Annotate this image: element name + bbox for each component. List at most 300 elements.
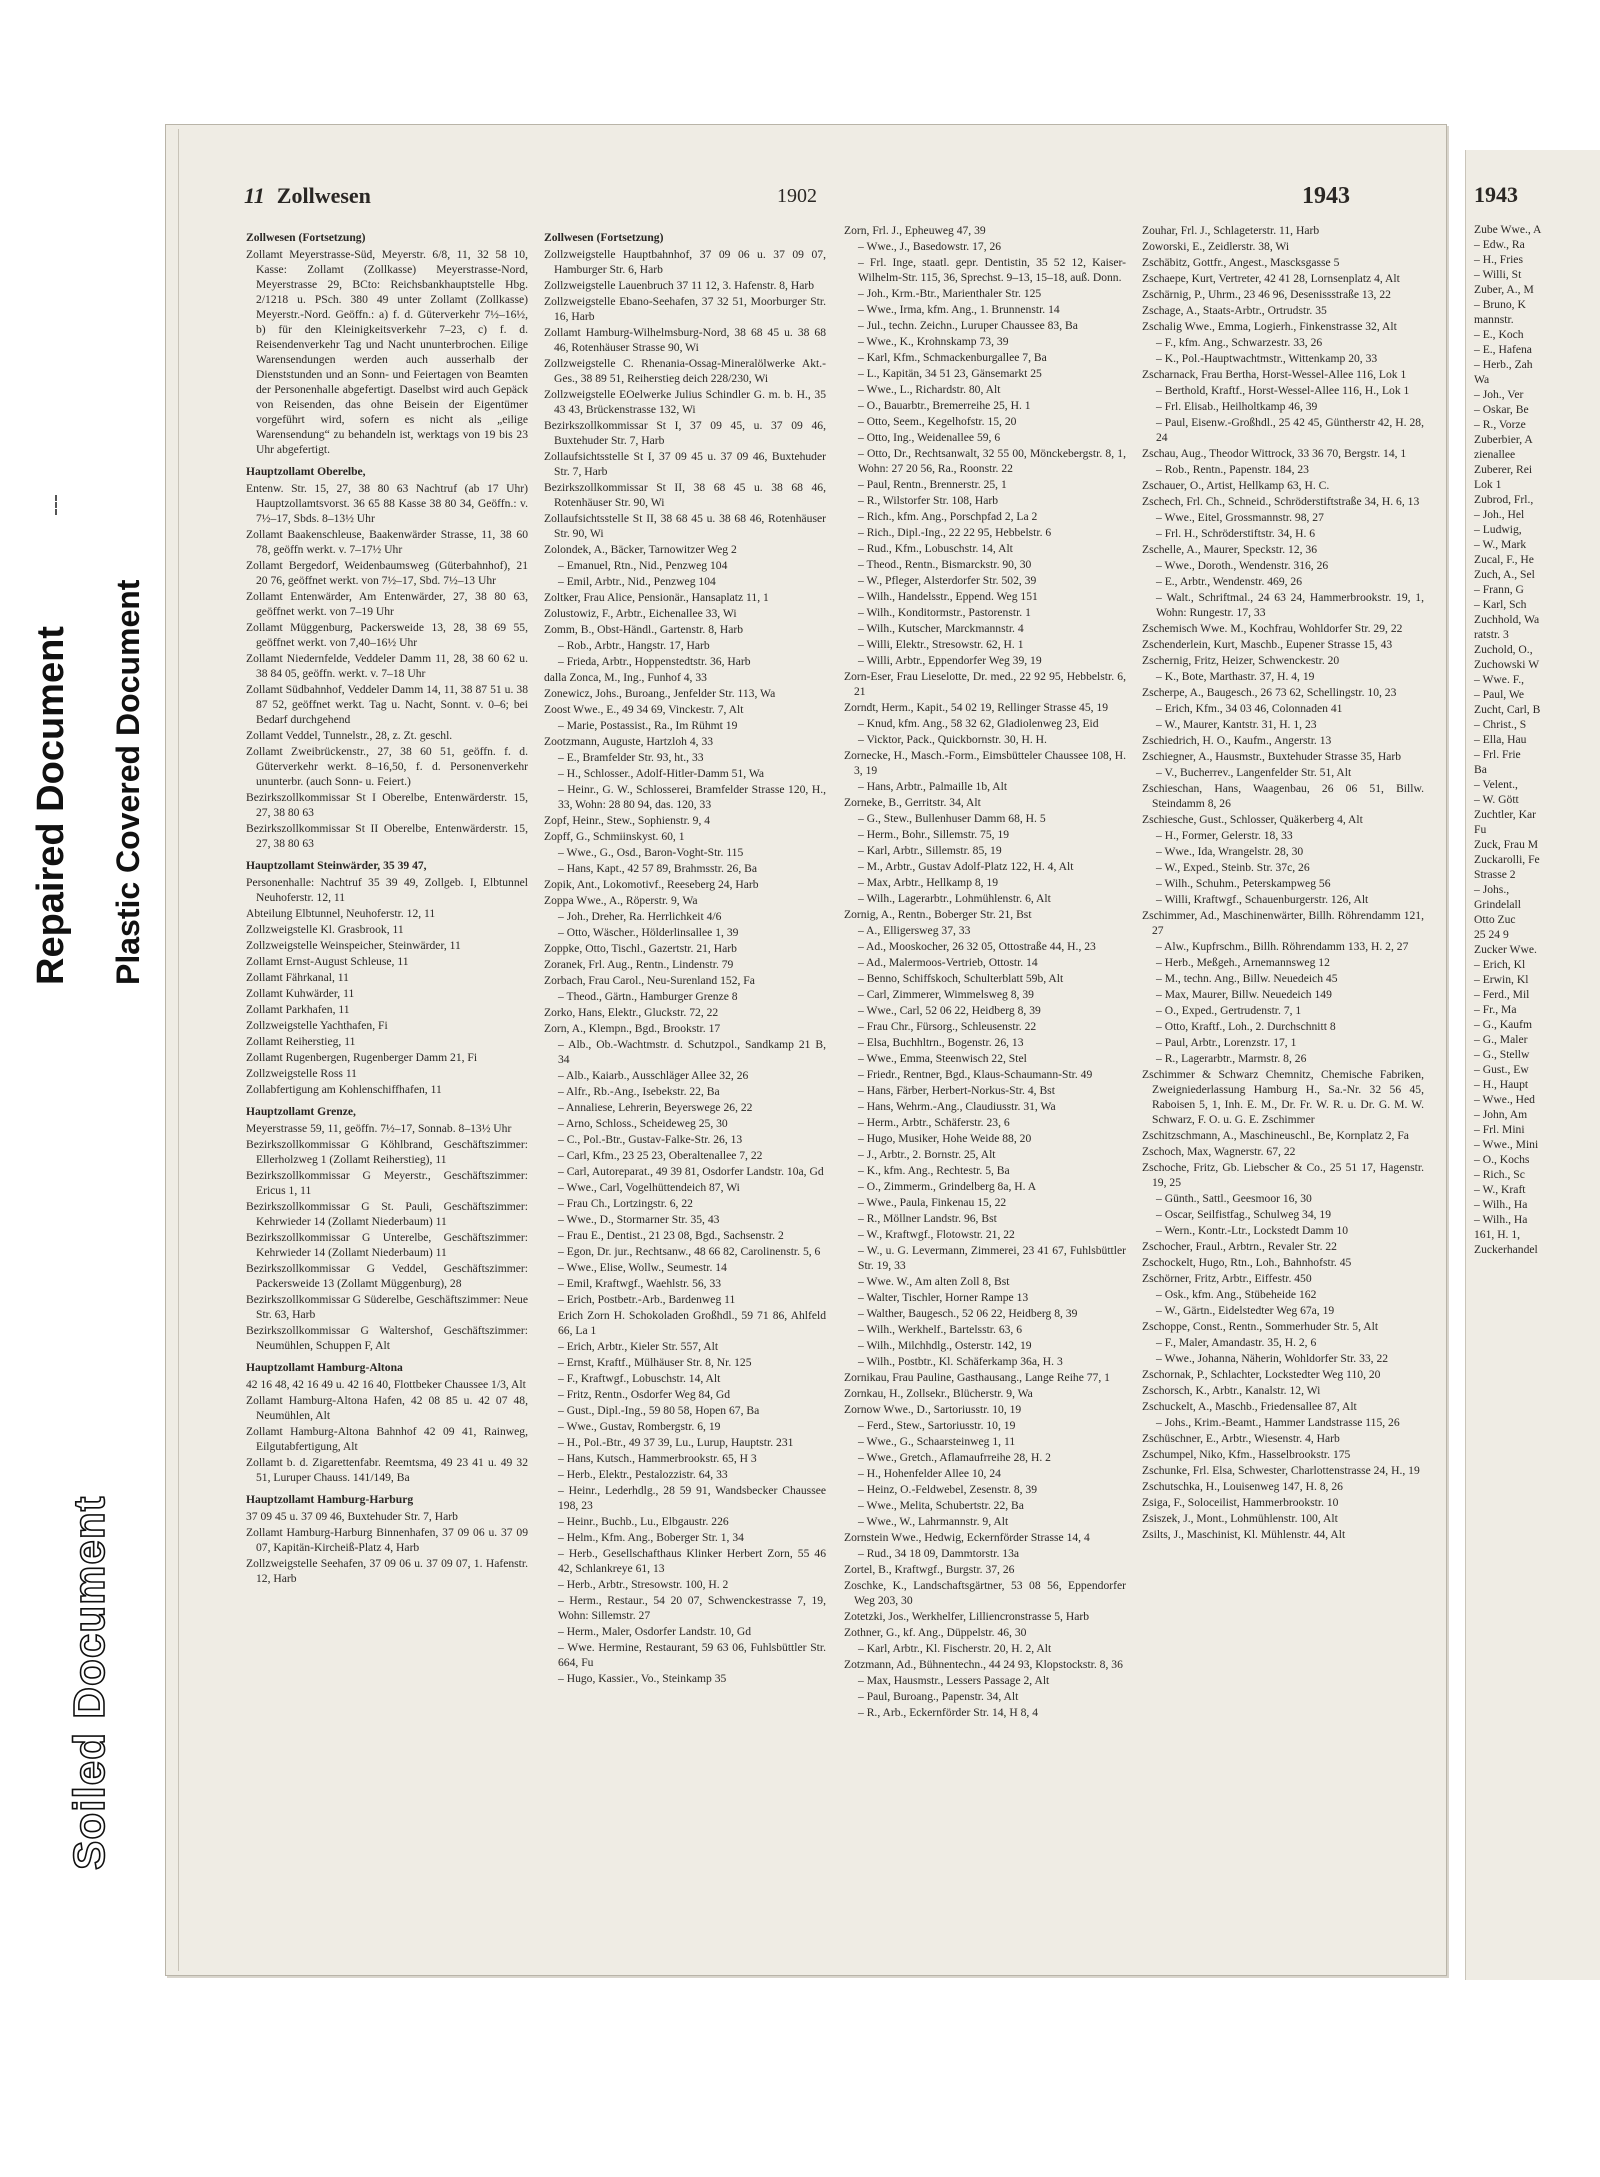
directory-entry: – Herb., Elektr., Pestalozzistr. 64, 33 [558, 1468, 728, 1481]
next-page-sliver [1465, 150, 1600, 1980]
sliver-line: – Erwin, Kl [1474, 973, 1529, 986]
directory-entry: Zorn, A., Klempn., Bgd., Brookstr. 17 [544, 1022, 721, 1035]
directory-entry: – H., Pol.-Btr., 49 37 39, Lu., Lurup, Hauptstr. 231 [558, 1436, 794, 1449]
directory-entry: – Herb., Meßgeh., Arnemannsweg 12 [1156, 956, 1330, 969]
directory-entry: – Wilh., Werkhelf., Bartelsstr. 63, 6 [858, 1323, 1023, 1336]
directory-entry: Zschoch, Max, Wagnerstr. 67, 22 [1142, 1145, 1296, 1158]
directory-entry: – Paul, Buroang., Papenstr. 34, Alt [858, 1690, 1019, 1703]
directory-entry: Zschiesche, Gust., Schlosser, Quäkerberg 4, Alt [1142, 813, 1363, 826]
directory-entry: Zoworski, E., Zeidlerstr. 38, Wi [1142, 240, 1290, 253]
directory-entry: Zoranek, Frl. Aug., Rentn., Lindenstr. 79 [544, 958, 734, 971]
directory-entry: – Marie, Postassist., Ra., Im Rühmt 19 [558, 719, 738, 732]
directory-entry: – Benno, Schiffskoch, Schulterblatt 59b, Alt [858, 972, 1064, 985]
directory-entry: Zopff, G., Schmiinskyst. 60, 1 [544, 830, 685, 843]
directory-entry: Zollzweigstelle Hauptbahnhof, 37 09 06 u. 37 09 07, Hamburger Str. 6, Harb [544, 248, 826, 276]
section-title: Zollwesen [276, 183, 371, 208]
directory-entry: – Walt., Schriftmal., 24 63 24, Hammerbrookstr. 19, 1, Wohn: Rungestr. 17, 33 [1156, 591, 1424, 619]
sliver-line: Zuber, A., M [1474, 283, 1534, 296]
directory-entry: – W., Gärtn., Eidelstedter Weg 67a, 19 [1156, 1304, 1335, 1317]
directory-entry: Zschaepe, Kurt, Vertreter, 42 41 28, Lornsenplatz 4, Alt [1142, 272, 1400, 285]
directory-entry: – K., kfm. Ang., Rechtestr. 5, Ba [858, 1164, 1010, 1177]
directory-entry: Zollzweigstelle Lauenbruch 37 11 12, 3. Hafenstr. 8, Harb [544, 279, 815, 292]
directory-entry: – Wwe., Johanna, Näherin, Wohldorfer Str. 33, 22 [1156, 1352, 1389, 1365]
directory-entry: Zonewicz, Johs., Buroang., Jenfelder Str. 113, Wa [544, 687, 776, 700]
directory-entry: – Wwe., Ida, Wrangelstr. 28, 30 [1156, 845, 1304, 858]
directory-entry: Zschimmer, Ad., Maschinenwärter, Billh. Röhrendamm 121, 27 [1142, 909, 1424, 937]
directory-entry: Bezirkszollkommissar G Köhlbrand, Geschäftszimmer: Ellerholzweg 1 (Zollamt Reiherstieg), 11 [246, 1138, 528, 1166]
directory-entry: – Rich., kfm. Ang., Porschpfad 2, La 2 [858, 510, 1038, 523]
next-page-number: 1943 [1474, 182, 1518, 207]
sliver-line: Otto Zuc [1474, 913, 1516, 926]
section-heading-entry: Hauptzollamt Hamburg-Harburg [246, 1493, 414, 1506]
directory-entry: – Hugo, Kassier., Vo., Steinkamp 35 [558, 1672, 727, 1685]
directory-entry: Zollamt Veddel, Tunnelstr., 28, z. Zt. geschl. [246, 729, 453, 742]
directory-entry: Zschernig, Fritz, Heizer, Schwenckestr. 20 [1142, 654, 1340, 667]
directory-entry: – Osk., kfm. Ang., Stübeheide 162 [1156, 1288, 1317, 1301]
directory-entry: Zollamt Südbahnhof, Veddeler Damm 14, 11, 38 87 51 u. 38 87 52, geöffnet werkt. Tag u. Nacht, Sonnt. v. 0–6; bei Bedarf durchgehend [246, 683, 528, 726]
directory-entry: Zschitzschmann, A., Maschineuschl., Be, Kornplatz 2, Fa [1142, 1129, 1409, 1142]
directory-entry: Zsiga, F., Soloceilist, Hammerbrookstr. 10 [1142, 1496, 1339, 1509]
directory-entry: – R., Arb., Eckernförder Str. 14, H 8, 4 [858, 1706, 1038, 1719]
sliver-line: – Velent., [1474, 778, 1518, 791]
directory-entry: Meyerstrasse 59, 11, geöffn. 7½–17, Sonnab. 8–13½ Uhr [246, 1122, 512, 1135]
directory-entry: – Wwe., K., Krohnskamp 73, 39 [858, 335, 1009, 348]
directory-entry: – Willi, Arbtr., Eppendorfer Weg 39, 19 [858, 654, 1042, 667]
directory-entry: – W., Exped., Steinb. Str. 37c, 26 [1156, 861, 1310, 874]
directory-entry: Zschage, A., Staats-Arbtr., Ortrudstr. 35 [1142, 304, 1327, 317]
page-binding-edge [170, 129, 179, 1971]
directory-entry: Zollamt Entenwärder, Am Entenwärder, 27, 38 80 63, geöffnet werkt. von 7–19 Uhr [246, 590, 528, 618]
directory-entry: – Wwe., Eitel, Grossmannstr. 98, 27 [1156, 511, 1324, 524]
directory-entry: Zollamt Parkhafen, 11 [246, 1003, 350, 1016]
directory-entry: – Rob., Arbtr., Hangstr. 17, Harb [558, 639, 710, 652]
sliver-line: – Oskar, Be [1474, 403, 1529, 416]
sliver-line: – Wwe., Hed [1474, 1093, 1535, 1106]
directory-entry: – K., Pol.-Hauptwachtmstr., Wittenkamp 20, 33 [1156, 352, 1378, 365]
directory-entry: – Hans, Arbtr., Palmaille 1b, Alt [858, 780, 1008, 793]
side-label-repaired: Repaired Document [30, 626, 72, 985]
sliver-line: Zuberbier, A [1474, 433, 1533, 446]
directory-entry: Abteilung Elbtunnel, Neuhoferstr. 12, 11 [246, 907, 436, 920]
directory-entry: – Max, Maurer, Billw. Neuedeich 149 [1156, 988, 1332, 1001]
directory-entry: Zorbach, Frau Carol., Neu-Surenland 152, Fa [544, 974, 755, 987]
section-number: 11 [244, 183, 265, 208]
directory-entry: – Fritz, Rentn., Osdorfer Weg 84, Gd [558, 1388, 731, 1401]
directory-entry: – Paul, Rentn., Brennerstr. 25, 1 [858, 478, 1007, 491]
directory-entry: Zollamt Hamburg-Harburg Binnenhafen, 37 09 06 u. 37 09 07, Kapitän-Kircheiß-Platz 4, Harb [246, 1526, 528, 1554]
directory-entry: – Wwe., G., Schaarsteinweg 1, 11 [858, 1435, 1016, 1448]
directory-entry: Zschiegner, A., Hausmstr., Buxtehuder Strasse 35, Harb [1142, 750, 1402, 763]
directory-entry: Bezirkszollkommissar St II Oberelbe, Entenwärderstr. 15, 27, 38 80 63 [246, 822, 528, 850]
directory-entry: – Carl, Zimmerer, Wimmelsweg 8, 39 [858, 988, 1034, 1001]
directory-entry: Zorn, Frl. J., Epheuweg 47, 39 [844, 224, 986, 237]
column-3 [844, 223, 1126, 1953]
directory-entry: Zollamt Müggenburg, Packersweide 13, 28, 38 69 55, geöffnet werkt. von 7,40–16½ Uhr [246, 621, 528, 649]
sliver-line: Zuchtler, Kar [1474, 808, 1536, 821]
directory-entry: – Walter, Tischler, Horner Rampe 13 [858, 1291, 1029, 1304]
section-heading-entry: Hauptzollamt Oberelbe, [246, 465, 366, 478]
sliver-line: – Johs., [1474, 883, 1510, 896]
directory-entry: – Egon, Dr. jur., Rechtsanw., 48 66 82, Carolinenstr. 5, 6 [558, 1245, 821, 1258]
sliver-line: – Frl. Mini [1474, 1123, 1525, 1136]
directory-entry: Zornig, A., Rentn., Boberger Str. 21, Bst [844, 908, 1032, 921]
directory-entry: – Karl, Arbtr., Kl. Fischerstr. 20, H. 2, Alt [858, 1642, 1052, 1655]
directory-entry: – Jul., techn. Zeichn., Luruper Chaussee 83, Ba [858, 319, 1078, 332]
directory-entry: – Wwe., Melita, Schubertstr. 22, Ba [858, 1499, 1024, 1512]
sliver-line: Grindelall [1474, 898, 1522, 911]
sliver-line: – Edw., Ra [1474, 238, 1525, 251]
directory-entry: Zscharnack, Frau Bertha, Horst-Wessel-Allee 116, Lok 1 [1142, 368, 1407, 381]
directory-entry: – Frl. Elisab., Heilholtkamp 46, 39 [1156, 400, 1318, 413]
directory-entry: Zsilts, J., Maschinist, Kl. Mühlenstr. 44, Alt [1142, 1528, 1346, 1541]
directory-entry: – H., Hohenfelder Allee 10, 24 [858, 1467, 1001, 1480]
directory-entry: – Heinr., G. W., Schlosserei, Bramfelder Strasse 120, H., 33, Wohn: 28 80 94, das. 120, 33 [558, 783, 826, 811]
directory-entry: – Paul, Arbtr., Lorenzstr. 17, 1 [1156, 1036, 1297, 1049]
directory-entry: 42 16 48, 42 16 49 u. 42 16 40, Flottbeker Chaussee 1/3, Alt [246, 1378, 526, 1391]
sliver-line: – Rich., Sc [1474, 1168, 1525, 1181]
sliver-line: Zuberer, Rei [1474, 463, 1533, 476]
directory-entry: Zschiedrich, H. O., Kaufm., Angerstr. 13 [1142, 734, 1332, 747]
directory-entry: Zolustowiz, F., Arbtr., Eichenallee 33, Wi [544, 607, 737, 620]
directory-entry: – Herm., Bohr., Sillemstr. 75, 19 [858, 828, 1010, 841]
directory-entry: – Walther, Baugesch., 52 06 22, Heidberg 8, 39 [858, 1307, 1078, 1320]
directory-entry: – Ad., Malermoos-Vertrieb, Ottostr. 14 [858, 956, 1038, 969]
directory-entry: – H., Schlosser., Adolf-Hitler-Damm 51, Wa [558, 767, 764, 780]
directory-entry: – Ernst, Kraftf., Mülhäuser Str. 8, Nr. 125 [558, 1356, 752, 1369]
directory-entry: Zollzweigstelle Ebano-Seehafen, 37 32 51, Moorburger Str. 16, Harb [544, 295, 826, 323]
sliver-line: – G., Stellw [1474, 1048, 1530, 1061]
directory-entry: – W., Maurer, Kantstr. 31, H. 1, 23 [1156, 718, 1317, 731]
sliver-line: – Willi, St [1474, 268, 1522, 281]
directory-entry: – Max, Hausmstr., Lessers Passage 2, Alt [858, 1674, 1050, 1687]
sliver-line: – Karl, Sch [1474, 598, 1527, 611]
directory-entry: Zornstein Wwe., Hedwig, Eckernförder Strasse 14, 4 [844, 1531, 1090, 1544]
directory-entry: Zollzweigstelle EOelwerke Julius Schindler G. m. b. H., 35 43 43, Brückenstrasse 132, Wi [544, 388, 826, 416]
directory-entry: Zschieschan, Hans, Waagenbau, 26 06 51, Billw. Steindamm 8, 26 [1142, 782, 1424, 810]
directory-entry: – Emil, Kraftwgf., Waehlstr. 56, 33 [558, 1277, 722, 1290]
directory-entry: Bezirkszollkommissar G Süderelbe, Geschäftszimmer: Neue Str. 63, Harb [246, 1293, 528, 1321]
directory-entry: – Alfr., Rb.-Ang., Isebekstr. 22, Ba [558, 1085, 720, 1098]
directory-entry: – Heinr., Buchb., Lu., Elbgaustr. 226 [558, 1515, 729, 1528]
sliver-line: zienallee [1474, 448, 1516, 461]
sliver-line: – Wwe. F., [1474, 673, 1525, 686]
directory-entry: – E., Arbtr., Wendenstr. 469, 26 [1156, 575, 1303, 588]
sliver-line: – W. Gött [1474, 793, 1519, 806]
directory-entry: – Wwe., Irma, kfm. Ang., 1. Brunnenstr. 14 [858, 303, 1060, 316]
column-2 [544, 223, 826, 1953]
directory-entry: – Wwe., Paula, Finkenau 15, 22 [858, 1196, 1007, 1209]
directory-entry: – Herb., Gesellschafthaus Klinker Herbert Zorn, 55 46 42, Schlankreye 61, 13 [558, 1547, 826, 1575]
directory-entry: – Erich, Postbetr.-Arb., Bardenweg 11 [558, 1293, 736, 1306]
directory-entry: Zoost Wwe., E., 49 34 69, Vinckestr. 7, Alt [544, 703, 744, 716]
sliver-line: – Gust., Ew [1474, 1063, 1529, 1076]
directory-entry: Zoppke, Otto, Tischl., Gazertstr. 21, Harb [544, 942, 737, 955]
directory-entry: Zschauer, O., Artist, Hellkamp 63, H. C. [1142, 479, 1330, 492]
directory-entry: – R., Wilstorfer Str. 108, Harb [858, 494, 999, 507]
sliver-line: 25 24 9 [1474, 928, 1509, 941]
directory-entry: – Emanuel, Rtn., Nid., Penzweg 104 [558, 559, 728, 572]
directory-entry: Zollamt Baakenschleuse, Baakenwärder Strasse, 11, 38 60 78, geöffn werkt. v. 7–17½ Uhr [246, 528, 528, 556]
sliver-line: – Wilh., Ha [1474, 1198, 1528, 1211]
directory-entry: – Wilh., Lagerarbtr., Lohmühlenstr. 6, Alt [858, 892, 1051, 905]
directory-entry: – Rich., Dipl.-Ing., 22 22 95, Hebbelstr. 6 [858, 526, 1052, 539]
directory-entry: – Erich, Kfm., 34 03 46, Colonnaden 41 [1156, 702, 1343, 715]
sliver-line: – E., Koch [1474, 328, 1524, 341]
directory-entry: – Rob., Rentn., Papenstr. 184, 23 [1156, 463, 1309, 476]
directory-page [165, 124, 1447, 1976]
directory-entry: Zornikau, Frau Pauline, Gasthausang., Lange Reihe 77, 1 [844, 1371, 1110, 1384]
directory-entry: – Wwe., L., Richardstr. 80, Alt [858, 383, 1001, 396]
directory-entry: – Frieda, Arbtr., Hoppenstedtstr. 36, Harb [558, 655, 751, 668]
directory-entry: Zschockelt, Hugo, Rtn., Loh., Bahnhofstr. 45 [1142, 1256, 1352, 1269]
directory-entry: – W., Pfleger, Alsterdorfer Str. 502, 39 [858, 574, 1037, 587]
directory-entry: – O., Exped., Gertrudenstr. 7, 1 [1156, 1004, 1302, 1017]
sliver-line: – Frann, G [1474, 583, 1524, 596]
directory-entry: – M., Arbtr., Gustav Adolf-Platz 122, H. 4, Alt [858, 860, 1074, 873]
sliver-line: Zuck, Frau M [1474, 838, 1539, 851]
sliver-line: Lok 1 [1474, 478, 1502, 491]
section-heading-entry: Hauptzollamt Grenze, [246, 1105, 356, 1118]
page-number: 1943 [1302, 183, 1350, 209]
directory-entry: Bezirkszollkommissar G Waltershof, Geschäftszimmer: Neumühlen, Schuppen F, Alt [246, 1324, 528, 1352]
page-header [244, 183, 1350, 213]
directory-entry: – Theod., Rentn., Bismarckstr. 90, 30 [858, 558, 1032, 571]
directory-entry: – Helm., Kfm. Ang., Boberger Str. 1, 34 [558, 1531, 744, 1544]
directory-entry: Bezirkszollkommissar G St. Pauli, Geschäftszimmer: Kehrwieder 14 (Zollamt Niederbaum) 11 [246, 1200, 528, 1228]
directory-entry: – Wwe., Gretch., Aflamaufrreihe 28, H. 2 [858, 1451, 1051, 1464]
sliver-line: – Ferd., Mil [1474, 988, 1530, 1001]
directory-entry: Zoltker, Frau Alice, Pensionär., Hansaplatz 11, 1 [544, 591, 769, 604]
directory-entry: – Karl, Kfm., Schmackenburgallee 7, Ba [858, 351, 1047, 364]
sliver-line: – W., Kraft [1474, 1183, 1526, 1196]
directory-entry: Zollamt Meyerstrasse-Süd, Meyerstr. 6/8, 11, 32 58 10, Kasse: Zollamt (Zollkasse) Meyerstrasse-Nord, Meyerstrasse 29, BCto: Reichsbankhauptstelle Hbg. 2/1218 u. PSch. 380 49 unter Zollamt (Zollkasse) Meyerstr.-Nord. Geöffn.: a) f. d. Güterverkehr 7½–16½, b) für den Kleinigkeitsverkehr 7–23, c) f. d. Reisendenverkehr Tag und Nacht ununterbrochen. Eilige Warensendungen werden auch ausserhalb der Dienststunden und an Sonn- und Feiertagen von Beamten der Personenhalle abgefertigt. Daselbst wird auch Gepäck von Reisenden, das ohne Beisein der Eigentümer vorgeführt wird, sofern es nicht als „eilige Warensendung“ zu behandeln ist, werktags von 19 bis 23 Uhr abgefertigt. [246, 248, 528, 456]
directory-entry: Bezirkszollkommissar St II, 38 68 45 u. 38 68 46, Rotenhäuser Str. 90, Wi [544, 481, 826, 509]
directory-entry: – Hans, Kutsch., Hammerbrookstr. 65, H 3 [558, 1452, 757, 1465]
sliver-line: – Wilh., Ha [1474, 1213, 1528, 1226]
directory-entry: Zollzweigstelle Seehafen, 37 09 06 u. 37 09 07, 1. Hafenstr. 12, Harb [246, 1557, 528, 1585]
directory-entry: – Herb., Arbtr., Stresowstr. 100, H. 2 [558, 1578, 729, 1591]
directory-entry: – Otto, Ing., Weidenallee 59, 6 [858, 431, 1001, 444]
directory-entry: – Joh., Krm.-Btr., Marienthaler Str. 125 [858, 287, 1042, 300]
directory-entry: Bezirkszollkommissar G Meyerstr., Geschäftszimmer: Ericus 1, 11 [246, 1169, 528, 1197]
sliver-line: – G., Kaufm [1474, 1018, 1532, 1031]
directory-entry: Zornkau, H., Zollsekr., Blücherstr. 9, Wa [844, 1387, 1033, 1400]
sliver-line: – W., Mark [1474, 538, 1527, 551]
directory-entry: Zolondek, A., Bäcker, Tarnowitzer Weg 2 [544, 543, 737, 556]
sliver-line: – Herb., Zah [1474, 358, 1533, 371]
sliver-line: – Fr., Ma [1474, 1003, 1517, 1016]
directory-entry: – Annaliese, Lehrerin, Beyerswege 26, 22 [558, 1101, 753, 1114]
directory-entry: Zollaufsichtsstelle St II, 38 68 45 u. 38 68 46, Rotenhäuser Str. 90, Wi [544, 512, 826, 540]
directory-entry: Zschenderlein, Kurt, Maschb., Eupener Strasse 15, 43 [1142, 638, 1393, 651]
sliver-line: Zubrod, Frl., [1474, 493, 1534, 506]
directory-entry: Zschuckelt, A., Maschb., Friedensallee 87, Alt [1142, 1400, 1357, 1413]
directory-entry: Zopf, Heinr., Stew., Sophienstr. 9, 4 [544, 814, 711, 827]
directory-entry: – Wwe., Carl, 52 06 22, Heidberg 8, 39 [858, 1004, 1041, 1017]
directory-entry: Zschärnig, P., Uhrm., 23 46 96, Desenissstraße 13, 22 [1142, 288, 1391, 301]
sliver-line: Ba [1474, 763, 1487, 776]
directory-entry: – Hans, Kapt., 42 57 89, Brahmsstr. 26, Ba [558, 862, 758, 875]
sliver-line: 161, H. 1, [1474, 1228, 1521, 1241]
directory-entry: – M., techn. Ang., Billw. Neuedeich 45 [1156, 972, 1338, 985]
directory-entry: Erich Zorn H. Schokoladen Großhdl., 59 71 86, Ahlfeld 66, La 1 [558, 1309, 826, 1337]
sliver-line: Zuckerhandel [1474, 1243, 1538, 1256]
directory-entry: Bezirkszollkommissar G Unterelbe, Geschäftszimmer: Kehrwieder 14 (Zollamt Niederbaum) 11 [246, 1231, 528, 1259]
directory-entry: 37 09 45 u. 37 09 46, Buxtehuder Str. 7, Harb [246, 1510, 458, 1523]
directory-entry: – Herm., Restaur., 54 20 07, Schwenckestrasse 7, 19, Wohn: Sillemstr. 27 [558, 1594, 826, 1622]
directory-entry: Zschorsch, K., Arbtr., Kanalstr. 12, Wi [1142, 1384, 1321, 1397]
directory-entry: Zootzmann, Auguste, Hartzloh 4, 33 [544, 735, 714, 748]
directory-entry: – Wilh., Kutscher, Marckmannstr. 4 [858, 622, 1024, 635]
directory-entry: – Wwe., D., Stormarner Str. 35, 43 [558, 1213, 720, 1226]
directory-entry: – Frau Ch., Lortzingstr. 6, 22 [558, 1197, 693, 1210]
directory-entry: – Wilh., Handelsstr., Eppend. Weg 151 [858, 590, 1038, 603]
sliver-line: – Joh., Hel [1474, 508, 1525, 521]
side-label-soiled: Soiled Document [65, 1495, 114, 1870]
directory-entry: – Theod., Gärtn., Hamburger Grenze 8 [558, 990, 738, 1003]
directory-entry: – H., Former, Gelerstr. 18, 33 [1156, 829, 1293, 842]
directory-entry: – Heinr., Lederhdlg., 28 59 91, Wandsbecker Chaussee 198, 23 [558, 1484, 826, 1512]
directory-entry: – Wwe., G., Osd., Baron-Voght-Str. 115 [558, 846, 744, 859]
side-label-plastic: Plastic Covered Document [110, 579, 146, 985]
directory-entry: – K., Bote, Marthastr. 37, H. 4, 19 [1156, 670, 1315, 683]
directory-entry: Zschunke, Frl. Elsa, Schwester, Charlottenstrasse 24, H., 19 [1142, 1464, 1420, 1477]
directory-entry: – Ferd., Stew., Sartoriusstr. 10, 19 [858, 1419, 1016, 1432]
directory-entry: – Gust., Dipl.-Ing., 59 80 58, Hopen 67, Ba [558, 1404, 760, 1417]
directory-entry: – E., Bramfelder Str. 93, ht., 33 [558, 751, 704, 764]
directory-entry: Zschemisch Wwe. M., Kochfrau, Wohldorfer Str. 29, 22 [1142, 622, 1403, 635]
directory-entry: Zopik, Ant., Lokomotivf., Reeseberg 24, Harb [544, 878, 759, 891]
directory-entry: Zorko, Hans, Elektr., Gluckstr. 72, 22 [544, 1006, 719, 1019]
directory-entry: – Wilh., Schuhm., Peterskampweg 56 [1156, 877, 1331, 890]
sliver-line: – Wwe., Mini [1474, 1138, 1539, 1151]
directory-entry: – Günth., Sattl., Geesmoor 16, 30 [1156, 1192, 1312, 1205]
sliver-line: – Frl. Frie [1474, 748, 1521, 761]
directory-entry: Zollamt Hamburg-Wilhelmsburg-Nord, 38 68 45 u. 38 68 46, Rotenhäuser Strasse 90, Wi [544, 326, 826, 354]
sliver-line: Zucker Wwe. [1474, 943, 1537, 956]
directory-entry: – Alb., Ob.-Wachtmstr. d. Schutzpol., Sandkamp 21 B, 34 [558, 1038, 826, 1066]
directory-entry: Zschimmer & Schwarz Chemnitz, Chemische Fabriken, Zweigniederlassung Hamburg H., Sa.-Nr. 32 56 45, Raboisen 5, 1, Inh. E. M., Dr. Fr. W. R. u. Dr. G. M. W. Schwarz, F. O. u. G. E. Zschimmer [1142, 1068, 1424, 1126]
directory-entry: – Vicktor, Pack., Quickbornstr. 30, H. H. [858, 733, 1047, 746]
directory-entry: – Herm., Maler, Osdorfer Landstr. 10, Gd [558, 1625, 752, 1638]
directory-entry: – O., Bauarbtr., Bremerreihe 25, H. 1 [858, 399, 1031, 412]
directory-entry: – Frau Chr., Fürsorg., Schleusenstr. 22 [858, 1020, 1037, 1033]
directory-entry: Zschüschner, E., Arbtr., Wiesenstr. 4, Harb [1142, 1432, 1340, 1445]
directory-entry: Zollamt Hamburg-Altona Hafen, 42 08 85 u. 42 07 48, Neumühlen, Alt [246, 1394, 528, 1422]
directory-entry: Zollamt Kuhwärder, 11 [246, 987, 355, 1000]
sliver-line: – Ludwig, [1474, 523, 1522, 536]
directory-entry: – Karl, Arbtr., Sillemstr. 85, 19 [858, 844, 1002, 857]
section-heading-entry: Hauptzollamt Steinwärder, 35 39 47, [246, 859, 427, 872]
directory-entry: Zschelle, A., Maurer, Speckstr. 12, 36 [1142, 543, 1318, 556]
directory-entry: Zollamt Rugenbergen, Rugenberger Damm 21, Fi [246, 1051, 478, 1064]
sliver-line: – R., Vorze [1474, 418, 1526, 431]
directory-entry: – Wwe., Gustav, Rombergstr. 6, 19 [558, 1420, 721, 1433]
directory-entry: – Wwe., Carl, Vogelhüttendeich 87, Wi [558, 1181, 740, 1194]
directory-entry: – Otto, Wäscher., Hölderlinsallee 1, 39 [558, 926, 739, 939]
directory-entry: – Herm., Arbtr., Schäferstr. 23, 6 [858, 1116, 1010, 1129]
sliver-line: – Paul, We [1474, 688, 1525, 701]
sliver-line: Zucal, F., He [1474, 553, 1534, 566]
directory-entry: Zollamt Ernst-August Schleuse, 11 [246, 955, 409, 968]
directory-entry: dalla Zonca, M., Ing., Funhof 4, 33 [544, 671, 707, 684]
directory-entry: – R., Lagerarbtr., Marmstr. 8, 26 [1156, 1052, 1307, 1065]
directory-entry: Zschäbitz, Gottfr., Angest., Mascksgasse 5 [1142, 256, 1340, 269]
sliver-line: mannstr. [1474, 313, 1514, 326]
directory-entry: Zollamt Fährkanal, 11 [246, 971, 349, 984]
directory-entry: Zoppa Wwe., A., Röperstr. 9, Wa [544, 894, 698, 907]
directory-entry: Zotetzki, Jos., Werkhelfer, Lilliencronstrasse 5, Harb [844, 1610, 1090, 1623]
directory-entry: Zollamt Zweibrückenstr., 27, 38 60 51, geöffn. f. d. Güterverkehr werkt. 8–16,50, f. d. Personenverkehr ununterbr. (auch Sonn- u. Feiert.) [246, 745, 528, 788]
directory-entry: Zollamt b. d. Zigarettenfabr. Reemtsma, 49 23 41 u. 49 32 51, Luruper Chauss. 141/149, Ba [246, 1456, 528, 1484]
directory-entry: – Carl, Autoreparat., 49 39 81, Osdorfer Landstr. 10a, Gd [558, 1165, 824, 1178]
directory-entry: – Berthold, Kraftf., Horst-Wessel-Allee 116, H., Lok 1 [1156, 384, 1410, 397]
sliver-line: Fu [1474, 823, 1487, 836]
directory-entry: Zollamt Bergedorf, Weidenbaumsweg (Güterbahnhof), 21 20 76, geöffnet werkt. von 7½–17, Sbd. 7½–13 Uhr [246, 559, 528, 587]
directory-entry: Zschutschka, H., Louisenweg 147, H. 8, 26 [1142, 1480, 1343, 1493]
directory-entry: – Arno, Schloss., Scheideweg 25, 30 [558, 1117, 728, 1130]
sliver-line: Zuch, A., Sel [1474, 568, 1535, 581]
directory-entry: – V., Bucherrev., Langenfelder Str. 51, Alt [1156, 766, 1352, 779]
directory-entry: – Johs., Krim.-Beamt., Hammer Landstrasse 115, 26 [1156, 1416, 1400, 1429]
directory-entry: Zomm, B., Obst-Händl., Gartenstr. 8, Harb [544, 623, 743, 636]
directory-entry: Zscherpe, A., Baugesch., 26 73 62, Schellingstr. 10, 23 [1142, 686, 1397, 699]
directory-entry: – J., Arbtr., 2. Bornstr. 25, Alt [858, 1148, 996, 1161]
directory-entry: – Wwe., Emma, Steenwisch 22, Stel [858, 1052, 1027, 1065]
section-heading-entry: Zollwesen (Fortsetzung) [544, 231, 664, 244]
directory-entry: – L., Kapitän, 34 51 23, Gänsemarkt 25 [858, 367, 1042, 380]
directory-entry: Zollzweigstelle Kl. Grasbrook, 11 [246, 923, 404, 936]
directory-entry: Zschornak, P., Schlachter, Lockstedter Weg 110, 20 [1142, 1368, 1381, 1381]
sliver-line: – John, Am [1474, 1108, 1528, 1121]
sliver-line: – H., Fries [1474, 253, 1523, 266]
sliver-line: Zuchowski W [1474, 658, 1540, 671]
directory-entry: – Wwe., W., Lahrmannstr. 9, Alt [858, 1515, 1009, 1528]
sliver-line: – Erich, Kl [1474, 958, 1526, 971]
directory-entry: Zollaufsichtsstelle St I, 37 09 45 u. 37 09 46, Buxtehuder Str. 7, Harb [544, 450, 826, 478]
directory-entry: Zornecke, H., Masch.-Form., Eimsbütteler Chaussee 108, H. 3, 19 [844, 749, 1126, 777]
directory-entry: Zoschke, K., Landschaftsgärtner, 53 08 56, Eppendorfer Weg 203, 30 [844, 1579, 1126, 1607]
directory-entry: – W., u. G. Levermann, Zimmerei, 23 41 67, Fuhlsbüttler Str. 19, 33 [858, 1244, 1126, 1272]
directory-entry: Zouhar, Frl. J., Schlageterstr. 11, Harb [1142, 224, 1320, 237]
directory-entry: – Emil, Arbtr., Nid., Penzweg 104 [558, 575, 716, 588]
sliver-line: – Joh., Ver [1474, 388, 1524, 401]
sliver-line: – G., Maler [1474, 1033, 1528, 1046]
directory-entry: – Hans, Wehrm.-Ang., Claudiusstr. 31, Wa [858, 1100, 1056, 1113]
directory-entry: – Ad., Mooskocher, 26 32 05, Ottostraße 44, H., 23 [858, 940, 1096, 953]
section-heading-entry: Hauptzollamt Hamburg-Altona [246, 1361, 403, 1374]
directory-entry: Zorndt, Herm., Kapit., 54 02 19, Rellinger Strasse 45, 19 [844, 701, 1109, 714]
sliver-line: – Christ., S [1474, 718, 1527, 731]
directory-entry: – Otto, Kraftf., Loh., 2. Durchschnitt 8 [1156, 1020, 1336, 1033]
directory-entry: – Willi, Elektr., Stresowstr. 62, H. 1 [858, 638, 1024, 651]
section-heading [244, 183, 371, 209]
directory-entry: – Otto, Dr., Rechtsanwalt, 32 55 00, Mönckebergstr. 8, 1, Wohn: 27 20 56, Ra., Roonstr. 22 [858, 447, 1126, 475]
directory-entry: – F., Kraftwgf., Lobuschstr. 14, Alt [558, 1372, 721, 1385]
directory-entry: – Wilh., Milchhdlg., Osterstr. 142, 19 [858, 1339, 1032, 1352]
directory-entry: – Wilh., Postbtr., Kl. Schäferkamp 36a, H. 3 [858, 1355, 1063, 1368]
directory-entry: Zollzweigstelle Weinspeicher, Steinwärder, 11 [246, 939, 461, 952]
directory-entry: Zschalig Wwe., Emma, Logierh., Finkenstrasse 32, Alt [1142, 320, 1397, 333]
directory-entry: Zollamt Niedernfelde, Veddeler Damm 11, 28, 38 60 62 u. 38 84 05, geöffn. werkt. v. 7–18 Uhr [246, 652, 528, 680]
directory-entry: Zschoppe, Const., Rentn., Sommerhuder Str. 5, Alt [1142, 1320, 1379, 1333]
directory-entry: Personenhalle: Nachtruf 35 39 49, Zollgeb. I, Elbtunnel Neuhoferstr. 12, 11 [246, 876, 528, 904]
directory-entry: – Joh., Dreher, Ra. Herrlichkeit 4/6 [558, 910, 722, 923]
directory-entry: Bezirkszollkommissar G Veddel, Geschäftszimmer: Packersweide 13 (Zollamt Müggenburg), 28 [246, 1262, 528, 1290]
directory-entry: Zollzweigstelle Ross 11 [246, 1067, 357, 1080]
column-4 [1142, 223, 1424, 1953]
directory-entry: Zollzweigstelle Yachthafen, Fi [246, 1019, 388, 1032]
